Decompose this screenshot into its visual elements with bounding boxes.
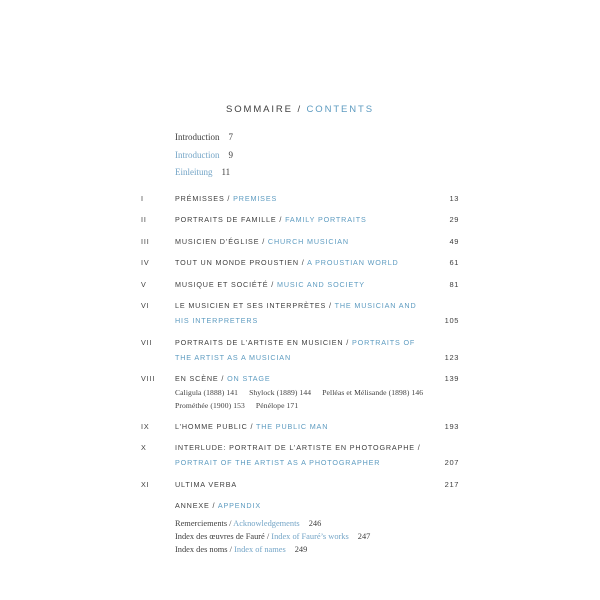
introduction-entry-page: 11 [221, 167, 231, 177]
chapter-numeral: III [141, 236, 150, 246]
chapter-entry [141, 419, 459, 434]
chapter-title-english: A PROUSTIAN WORLD [307, 258, 399, 267]
appendix-list [175, 517, 459, 557]
chapter-title-french: TOUT UN MONDE PROUSTIEN / [175, 258, 305, 267]
appendix-entry-page: 249 [294, 545, 308, 555]
chapter-title-french: PORTRAITS DE FAMILLE / [175, 215, 283, 224]
chapter-numeral: IX [141, 421, 150, 431]
chapter-numeral: V [141, 279, 147, 289]
chapter-title-french: EN SCÈNE / [175, 374, 225, 383]
chapter-entry [141, 440, 459, 470]
chapter-entry [141, 298, 459, 328]
chapter-subentry: Pénélope 171 [255, 400, 299, 410]
chapter-page-number: 61 [449, 258, 459, 267]
appendix-entry [175, 517, 459, 530]
appendix-entry-english: Index of names [234, 545, 286, 555]
chapter-page-number: 13 [449, 193, 459, 203]
chapter-numeral: IV [141, 258, 150, 267]
chapter-page-number: 217 [444, 479, 459, 489]
page-title-french: SOMMAIRE / [225, 104, 302, 115]
chapter-title-english: ON STAGE [227, 374, 271, 383]
introduction-entry-label: Einleitung [175, 167, 213, 177]
chapter-title [175, 234, 429, 249]
chapter-numeral: VI [141, 301, 150, 310]
chapter-numeral: XI [141, 479, 150, 489]
chapter-subentry: Prométhée (1900) 153 [175, 400, 245, 410]
appendix-entry-french: Index des noms / [175, 545, 232, 555]
chapter-page-number: 29 [449, 215, 459, 224]
chapter-numeral: II [141, 215, 147, 224]
chapter-page-number: 49 [449, 236, 459, 246]
chapter-title-french: L’HOMME PUBLIC / [175, 421, 254, 431]
appendix-entry [175, 530, 459, 543]
appendix-heading [141, 498, 459, 513]
chapter-title-english: PREMISES [233, 193, 278, 203]
chapter-entry [141, 335, 459, 365]
chapter-title-english: THE MUSICIAN AND HIS INTERPRETERS [175, 301, 417, 325]
chapter-entry [141, 371, 459, 412]
chapter-title [175, 371, 429, 386]
introduction-entry-page: 7 [228, 132, 233, 142]
appendix-heading-english: APPENDIX [217, 501, 261, 510]
appendix-entry-page: 246 [308, 519, 322, 528]
appendix-entry-french: Index des œuvres de Fauré / [175, 532, 270, 542]
chapter-title [175, 212, 429, 227]
chapter-subentry: Pelléas et Mélisande (1898) 146 [322, 388, 424, 397]
introduction-entry-page: 9 [228, 149, 233, 160]
introduction-list [175, 129, 459, 182]
chapter-subentry: Caligula (1888) 141 [175, 388, 239, 397]
introduction-entry [175, 129, 459, 147]
chapter-title-french: LE MUSICIEN ET SES INTERPRÈTES / [175, 301, 332, 310]
chapter-title-french: PRÉMISSES / [175, 193, 231, 203]
chapter-numeral: I [141, 193, 144, 203]
chapter-entry [141, 212, 459, 227]
chapter-title [175, 477, 429, 492]
chapter-title-french: INTERLUDE: PORTRAIT DE L’ARTISTE EN PHOTOGRAPHE / [175, 443, 421, 452]
appendix-entry-english: Index of Fauré’s works [271, 532, 349, 542]
chapter-title [175, 335, 429, 365]
chapter-numeral: X [141, 443, 147, 452]
chapter-list [141, 191, 459, 492]
appendix-entry-english: Acknowledgements [233, 519, 300, 528]
appendix-entry-french: Remerciements / [175, 519, 232, 528]
introduction-entry [175, 147, 459, 165]
chapter-title [175, 255, 429, 270]
appendix-entry [175, 543, 459, 556]
chapter-page-number: 123 [444, 352, 459, 362]
appendix-heading-label [175, 498, 429, 513]
appendix-heading-french: ANNEXE / [175, 501, 216, 510]
chapter-entry [141, 234, 459, 249]
chapter-title [175, 277, 429, 292]
chapter-page-number: 207 [444, 458, 459, 467]
chapter-entry [141, 277, 459, 292]
introduction-entry [175, 164, 459, 182]
page-title [141, 104, 459, 115]
chapter-title-french: MUSICIEN D’ÉGLISE / [175, 236, 266, 246]
chapter-title-english: PORTRAITS OF THE ARTIST AS A MUSICIAN [175, 337, 416, 362]
chapter-subentries [175, 387, 459, 412]
chapter-title-english: THE PUBLIC MAN [256, 421, 329, 431]
appendix-section [141, 498, 459, 557]
introduction-entry-label: Introduction [175, 149, 220, 160]
toc-content [141, 104, 459, 557]
appendix-entry-page: 247 [357, 532, 371, 542]
chapter-title [175, 440, 429, 470]
chapter-entry [141, 191, 459, 206]
chapter-title-english: MUSIC AND SOCIETY [277, 279, 365, 289]
chapter-entry [141, 255, 459, 270]
page-title-english: CONTENTS [306, 104, 374, 115]
chapter-numeral: VII [141, 337, 153, 347]
chapter-entry [141, 477, 459, 492]
chapter-numeral: VIII [141, 374, 156, 383]
introduction-entry-label: Introduction [175, 132, 220, 142]
chapter-page-number: 81 [449, 279, 459, 289]
chapter-title-french: ULTIMA VERBA [175, 479, 237, 489]
chapter-title-english: PORTRAIT OF THE ARTIST AS A PHOTOGRAPHER [175, 458, 381, 467]
chapter-page-number: 139 [444, 374, 459, 383]
chapter-title-french: MUSIQUE ET SOCIÉTÉ / [175, 279, 275, 289]
chapter-title [175, 419, 429, 434]
chapter-title-french: PORTRAITS DE L’ARTISTE EN MUSICIEN / [175, 337, 350, 347]
chapter-page-number: 193 [444, 421, 459, 431]
chapter-title [175, 298, 429, 328]
chapter-title-english: CHURCH MUSICIAN [267, 236, 349, 246]
chapter-title-english: FAMILY PORTRAITS [285, 215, 367, 224]
chapter-subentry: Shylock (1889) 144 [249, 388, 312, 397]
chapter-title [175, 191, 429, 206]
chapter-page-number: 105 [444, 316, 459, 325]
